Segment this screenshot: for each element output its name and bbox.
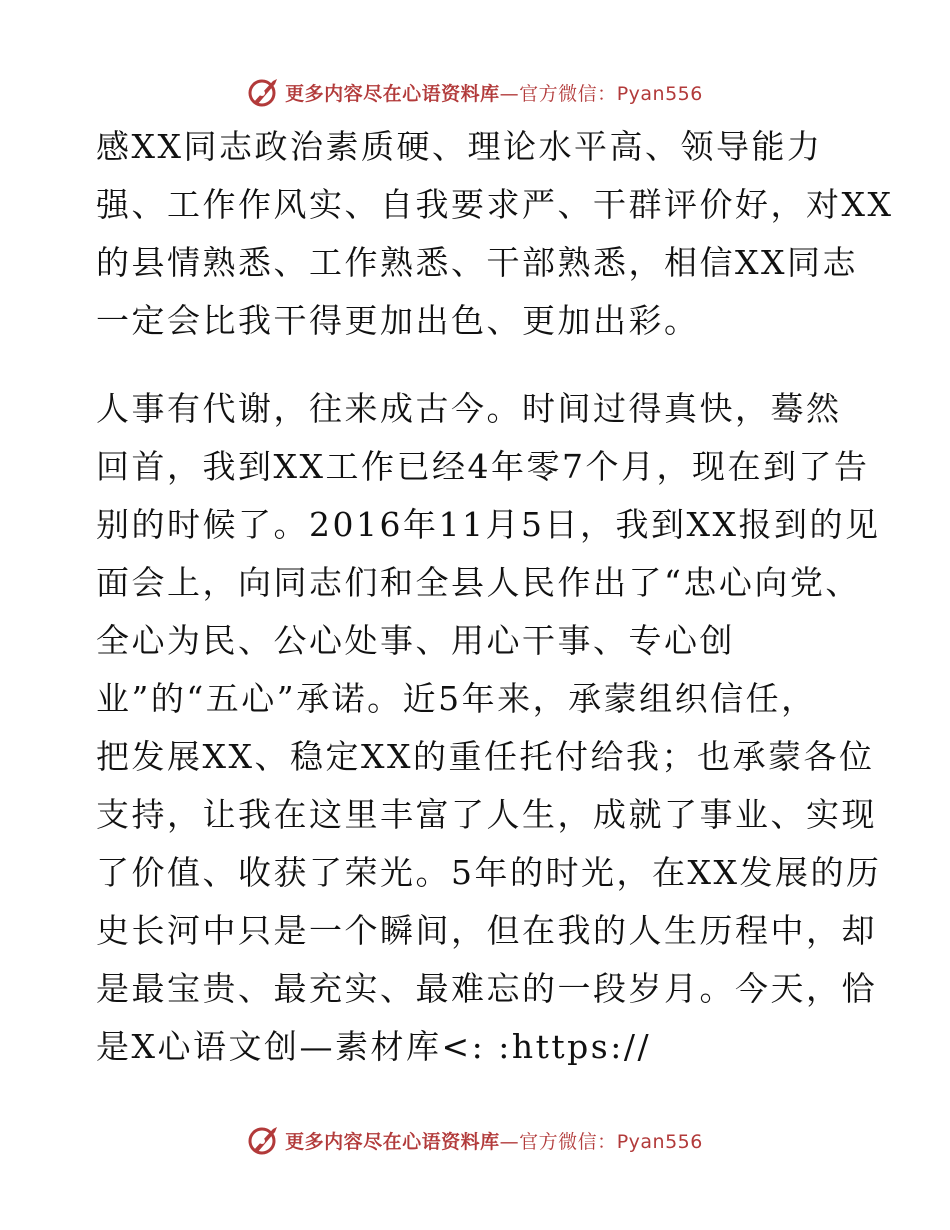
- quill-logo-icon: [247, 1123, 281, 1157]
- quill-logo-icon: [247, 75, 281, 109]
- text-line: 是X心语文创—素材库<: :https://: [96, 1027, 652, 1066]
- footer-banner-text: [285, 1127, 703, 1154]
- footer-site-text: 更多内容尽在心语资料库: [285, 1130, 500, 1153]
- text-line: 是最宝贵、最充实、最难忘的一段岁月。今天，恰: [96, 969, 877, 1008]
- text-line: 支持，让我在这里丰富了人生，成就了事业、实现: [96, 795, 877, 834]
- text-line: 面会上，向同志们和全县人民作出了“忠心向党、: [96, 563, 861, 602]
- text-line: 一定会比我干得更加出色、更加出彩。: [96, 301, 700, 340]
- text-line: 强、工作作风实、自我要求严、干群评价好，对XX: [96, 185, 894, 224]
- text-line: 感XX同志政治素质硬、理论水平高、领导能力: [96, 127, 823, 166]
- paragraph-spacer: [96, 350, 876, 380]
- text-line: 回首，我到XX工作已经4年零7个月，现在到了告: [96, 447, 870, 486]
- text-line: 的县情熟悉、工作熟悉、干部熟悉，相信XX同志: [96, 243, 858, 282]
- text-line: 了价值、收获了荣光。5年的时光，在XX发展的历: [96, 853, 882, 892]
- footer-banner: [0, 1120, 950, 1160]
- paragraph-1: [96, 118, 894, 350]
- header-banner: [0, 72, 950, 112]
- text-line: 把发展XX、稳定XX的重任托付给我；也承蒙各位: [96, 737, 875, 776]
- header-wechat-handle: Pyan556: [616, 82, 703, 105]
- paragraph-2: [96, 380, 882, 1076]
- header-banner-text: [285, 79, 703, 106]
- document-body: [96, 118, 894, 1076]
- header-official-label: 官方微信：: [519, 82, 617, 105]
- header-site-text: 更多内容尽在心语资料库: [285, 82, 500, 105]
- header-dash: —: [499, 82, 520, 105]
- text-line: 史长河中只是一个瞬间，但在我的人生历程中，却: [96, 911, 877, 950]
- footer-dash: —: [499, 1130, 520, 1153]
- text-line: 别的时候了。2016年11月5日，我到XX报到的见: [96, 505, 881, 544]
- text-line: 全心为民、公心处事、用心干事、专心创: [96, 621, 735, 660]
- text-line: 业”的“五心”承诺。近5年来，承蒙组织信任，: [96, 679, 817, 718]
- text-line: 人事有代谢，往来成古今。时间过得真快，蓦然: [96, 389, 842, 428]
- footer-wechat-handle: Pyan556: [616, 1130, 703, 1153]
- footer-official-label: 官方微信：: [519, 1130, 617, 1153]
